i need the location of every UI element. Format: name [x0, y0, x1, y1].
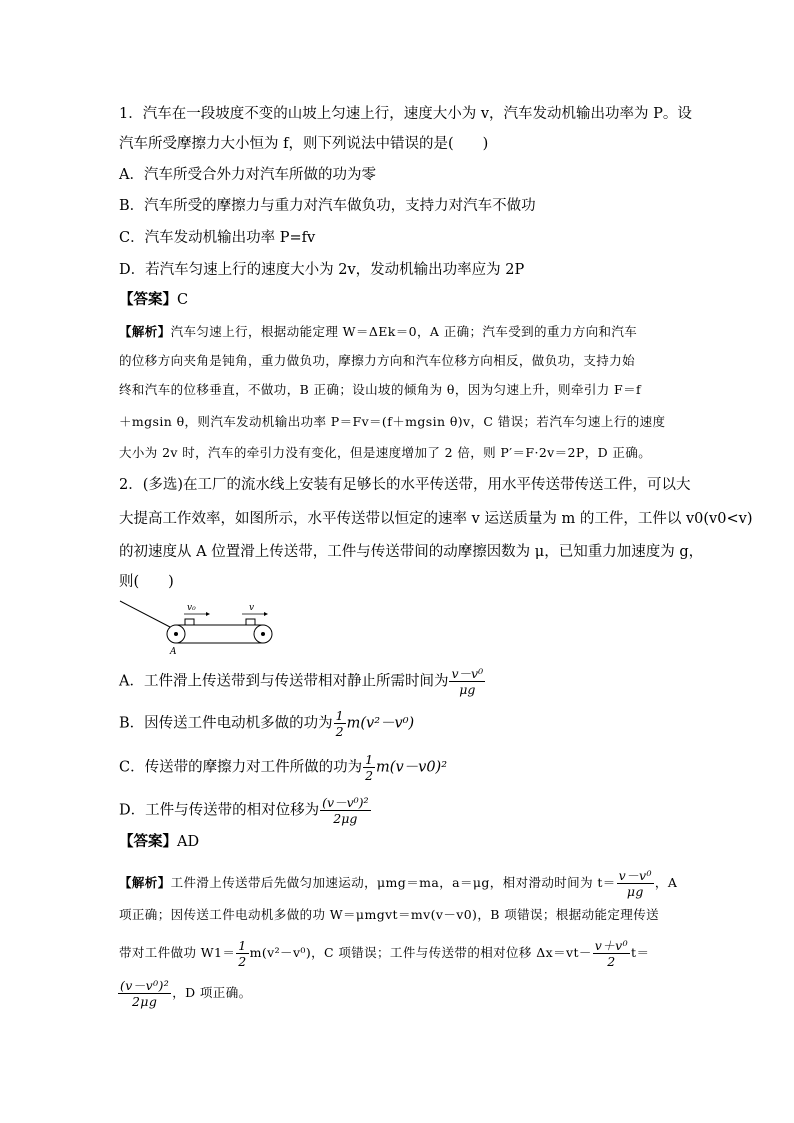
- q1-analysis-line4: ＋mgsin θ，则汽车发动机输出功率 P＝Fv＝(f＋mgsin θ)v，C 错误；若汽车匀速上行的速度: [119, 414, 666, 429]
- q1-option-d: D．若汽车匀速上行的速度大小为 2v，发动机输出功率应为 2P: [119, 262, 525, 278]
- q2-analysis-line2: 项正确；因传送工件电动机多做的功 W＝μmgvt＝mv(v－v0)，B 项错误；根据动能定理传送: [119, 907, 659, 922]
- q2-option-b-num: 1: [335, 708, 344, 723]
- q1-analysis-line2: 的位移方向夹角是钝角，重力做负功，摩擦力方向和汽车位移方向相反，做负功，支持力始: [119, 353, 636, 368]
- incline-ramp: [120, 601, 170, 627]
- q2-option-a: [119, 666, 486, 697]
- v-arrowhead: [264, 612, 268, 616]
- left-pulley-axle: [174, 632, 178, 636]
- q2-option-d: [119, 795, 372, 826]
- q2-stem-line4: 则( ): [119, 574, 174, 590]
- q2-option-c-tail: m(v－v0)²: [376, 759, 448, 776]
- q2-analysis-fraction4: [118, 978, 171, 1009]
- label-v0: v₀: [187, 603, 196, 613]
- conveyor-belt-diagram: [118, 597, 288, 657]
- q2-analysis-den3: 2: [238, 954, 247, 969]
- workpiece-1: [185, 619, 194, 625]
- q1-analysis-text1: 汽车匀速上行，根据动能定理 W＝ΔEk＝0，A 正确；汽车受到的重力方向和汽车: [170, 324, 638, 339]
- q2-option-b-fraction: [334, 708, 346, 739]
- workpiece-2: [246, 619, 255, 625]
- q2-option-b-text: B．因传送工件电动机多做的功为: [119, 715, 333, 732]
- q2-analysis-text1b: ，A: [654, 875, 678, 890]
- q2-option-c-text: C．传送带的摩擦力对工件所做的功为: [119, 759, 363, 776]
- q2-analysis-text3b: m(v²－v⁰)，C 项错误；工件与传送带的相对位移 Δx＝vt－: [249, 945, 592, 960]
- q2-option-d-num: (v－v⁰)²: [322, 795, 369, 810]
- q2-analysis-num3b: v＋v⁰: [594, 938, 629, 953]
- q2-option-b: [119, 708, 414, 739]
- q2-answer: [119, 832, 199, 852]
- q2-stem-line1: 2．(多选)在工厂的流水线上安装有足够长的水平传送带，用水平传送带传送工件，可以大: [119, 477, 691, 493]
- q2-analysis-tag: 【解析】: [119, 875, 171, 890]
- q1-answer-value: C: [177, 292, 189, 308]
- q2-analysis-den1: μg: [626, 884, 644, 899]
- q2-option-b-den: 2: [335, 724, 344, 739]
- q2-analysis-line1: [119, 868, 677, 899]
- q1-option-a: A．汽车所受合外力对汽车所做的功为零: [119, 167, 376, 183]
- q2-answer-tag: 【答案】: [119, 833, 177, 850]
- q2-option-a-fraction: [449, 666, 485, 697]
- conveyor-belt-svg: [118, 597, 288, 657]
- q2-option-a-den: μg: [459, 682, 476, 697]
- q2-analysis-text3c: t＝: [631, 945, 650, 960]
- q2-option-d-den: 2μg: [333, 811, 358, 826]
- q1-option-c: C．汽车发动机输出功率 P=fv: [119, 230, 316, 246]
- q2-analysis-text4b: ，D 项正确。: [172, 985, 252, 1000]
- q2-analysis-fraction3: [236, 938, 248, 969]
- q2-option-d-text: D．工件与传送带的相对位移为: [119, 802, 320, 819]
- q2-option-a-text: A．工件滑上传送带到与传送带相对静止所需时间为: [119, 673, 449, 690]
- q2-answer-value: AD: [177, 834, 200, 850]
- q2-option-c-fraction: [363, 752, 375, 783]
- q2-option-a-num: v－v⁰: [451, 666, 484, 681]
- q2-analysis-fraction1: [617, 868, 654, 899]
- q2-option-c: [119, 752, 447, 783]
- q1-answer-tag: 【答案】: [119, 291, 177, 308]
- q2-analysis-den4: 2μg: [131, 994, 158, 1009]
- q2-analysis-line3: [119, 938, 649, 969]
- label-v: v: [249, 603, 255, 613]
- q2-analysis-num1: v－v⁰: [618, 868, 652, 883]
- q2-option-d-fraction: [320, 795, 370, 826]
- q1-stem-line1: 1．汽车在一段坡度不变的山坡上匀速上行，速度大小为 v，汽车发动机输出功率为 P。设: [119, 106, 692, 122]
- q2-analysis-fraction3b: [593, 938, 630, 969]
- q2-option-c-den: 2: [365, 768, 374, 783]
- q1-answer: [119, 290, 188, 310]
- q1-analysis-tag: 【解析】: [119, 324, 171, 339]
- q2-stem-line3: 的初速度从 A 位置滑上传送带，工件与传送带间的动摩擦因数为 μ，已知重力加速度为 g，: [119, 544, 704, 560]
- q1-stem-line2: 汽车所受摩擦力大小恒为 f，则下列说法中错误的是( ): [119, 136, 489, 152]
- q2-analysis-line4: [117, 978, 252, 1009]
- label-a: A: [170, 647, 177, 657]
- q2-analysis-text3a: 带对工件做功 W1＝: [119, 945, 236, 960]
- q1-analysis-line1: [119, 322, 637, 342]
- q2-stem-line2: 大提高工作效率，如图所示，水平传送带以恒定的速率 v 运送质量为 m 的工件，工件以 v0(v0<v): [119, 511, 753, 527]
- q2-option-c-num: 1: [365, 752, 374, 767]
- q1-analysis-line5: 大小为 2v 时，汽车的牵引力没有变化，但是速度增加了 2 倍，则 P′＝F·2v＝2P，D 正确。: [119, 445, 652, 460]
- q2-analysis-den3b: 2: [607, 954, 616, 969]
- q2-analysis-num3: 1: [238, 938, 247, 953]
- q2-analysis-text1a: 工件滑上传送带后先做匀加速运动，μmg＝ma，a＝μg，相对滑动时间为 t＝: [170, 875, 616, 890]
- q2-option-b-tail: m(v²－v⁰): [346, 715, 415, 732]
- right-pulley-axle: [261, 632, 265, 636]
- q1-analysis-line3: 终和汽车的位移垂直，不做功，B 正确；设山坡的倾角为 θ，因为匀速上升，则牵引力 F＝f: [119, 382, 642, 397]
- q1-option-b: B．汽车所受的摩擦力与重力对汽车做负功，支持力对汽车不做功: [119, 198, 536, 214]
- q2-analysis-num4: (v－v⁰)²: [120, 978, 170, 993]
- v0-arrowhead: [206, 612, 210, 616]
